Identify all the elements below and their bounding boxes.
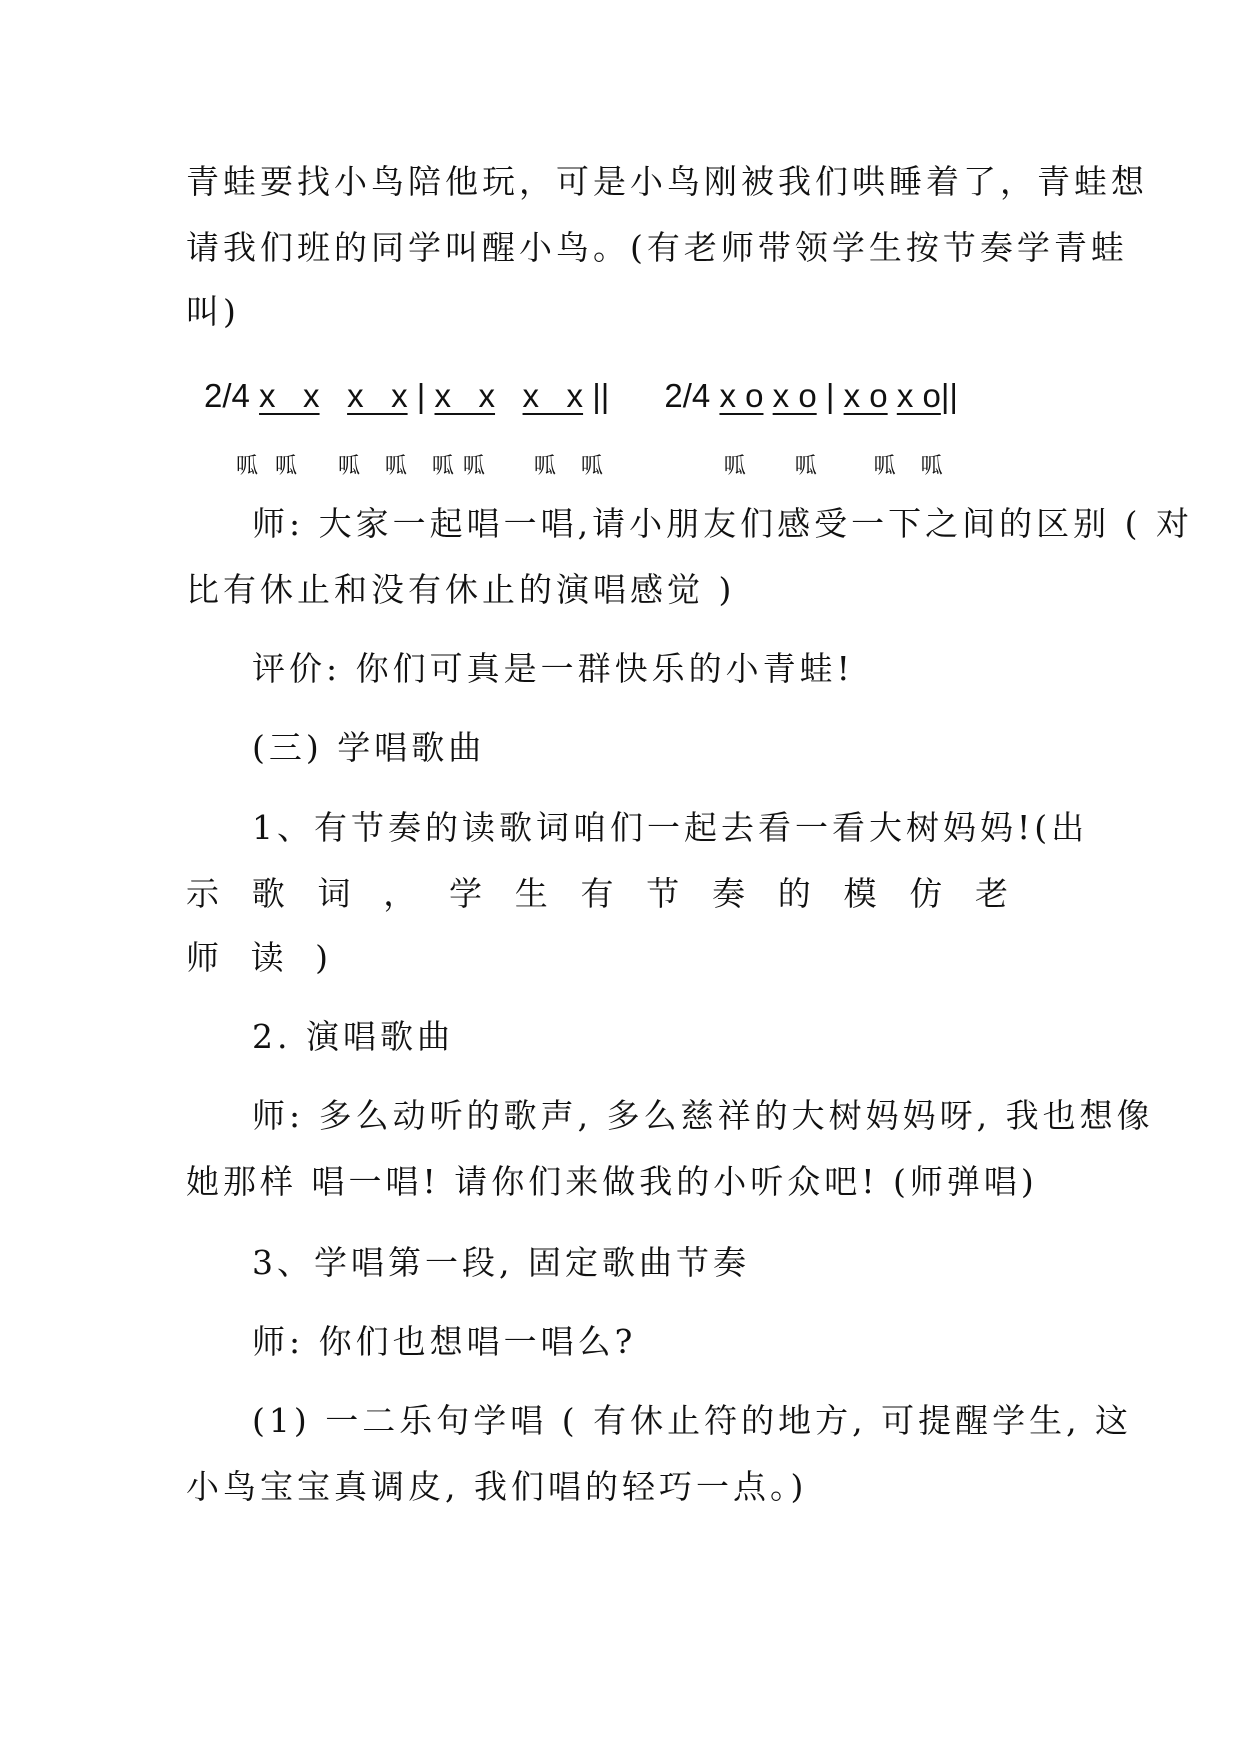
spread-char: 示 [186,874,219,913]
rhythm-b-group-4: x o [896,377,941,414]
section-heading-3: (三) 学唱歌曲 [252,728,486,767]
teacher-prompt-1-line-1: 师: 大家一起唱一唱,请小朋友们感受一下之间的区别 ( 对 [252,504,1193,543]
spread-char: 模 [843,874,877,913]
rhythm-notation [204,376,958,416]
teacher-prompt-2-line-1: 师: 多么动听的歌声, 多么慈祥的大树妈妈呀, 我也想像 [252,1096,1154,1135]
teacher-prompt-3: 师: 你们也想唱一唱么? [252,1322,637,1361]
rhythm-b-meter: 2/4 [664,377,720,414]
rhythm-a-group-1: x x [259,377,320,414]
step-1-line-1: 1、有节奏的读歌词咱们一起去看一看大树妈妈!(出 [252,808,1089,847]
spread-char: 生 [514,874,548,913]
spread-char: 词 [317,874,351,913]
spread-char: 奏 [712,874,745,913]
rhythm-b-group-1: x o [719,377,764,414]
spread-char: 歌 [251,874,285,913]
rhythm-a-group-2: x x [347,377,408,414]
spread-char: 老 [975,874,1008,913]
spread-char: 读 [250,938,284,977]
teacher-prompt-2-line-2: 她那样 唱一唱! 请你们来做我的小听众吧! (师弹唱) [186,1162,1038,1201]
paragraph-frog-line-1: 青蛙要找小鸟陪他玩，可是小鸟刚被我们哄睡着了，青蛙想 [186,162,1148,201]
rhythm-b-group-2: x o [772,377,817,414]
step-2-heading: 2. 演唱歌曲 [252,1017,454,1056]
rhythm-a-barline: | [407,377,435,414]
step-1-line-3 [186,938,328,978]
rhythm-b-group-3: x o [843,377,888,414]
teacher-prompt-1-line-2: 比有休止和没有休止的演唱感觉 ) [186,570,736,609]
rhythm-syllables: 呱 呱 呱 呱 呱 呱 呱 呱 呱 呱 呱 呱 [236,454,944,479]
rhythm-a-meter: 2/4 [204,377,260,414]
spread-char: 仿 [909,874,943,913]
spread-char: 有 [580,874,614,913]
spread-char: 的 [777,874,811,913]
spread-char: ， [383,874,417,913]
phrase-1-line-2: 小鸟宝宝真调皮, 我们唱的轻巧一点。) [186,1467,808,1506]
spread-char: 师 [186,938,219,977]
spread-char: 节 [646,874,680,913]
step-1-line-2 [186,874,1008,914]
paragraph-frog-line-2: 请我们班的同学叫醒小鸟。(有老师带领学生按节奏学青蛙 [186,228,1128,267]
evaluation-text: 评价: 你们可真是一群快乐的小青蛙! [252,649,854,688]
step-3-heading: 3、学唱第一段, 固定歌曲节奏 [252,1243,750,1282]
paragraph-frog-line-3: 叫) [186,292,240,331]
rhythm-b-barline: | [816,377,844,414]
phrase-1-line-1: (1) 一二乐句学唱 ( 有休止符的地方, 可提醒学生, 这 [252,1401,1133,1440]
rhythm-a-end: || [583,377,610,414]
rhythm-a-group-3: x x [434,377,496,414]
spread-char: ) [315,938,328,977]
spread-char: 学 [449,874,482,913]
rhythm-a-group-4: x x [522,377,584,414]
rhythm-b-end: || [940,377,958,414]
